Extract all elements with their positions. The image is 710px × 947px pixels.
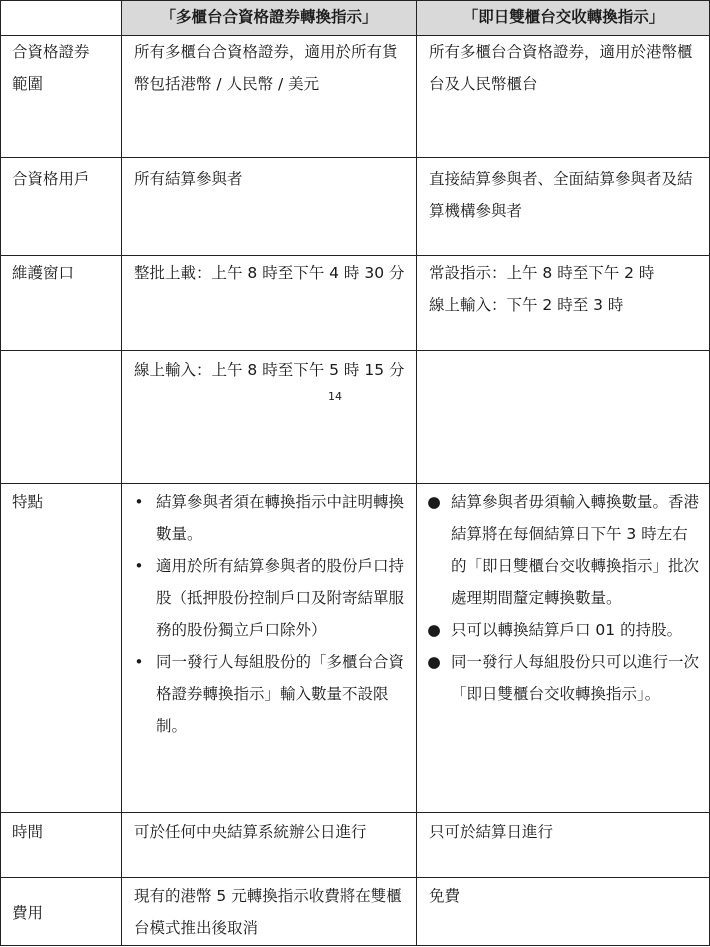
rule [0, 157, 710, 158]
feature-bullet-item [122, 486, 406, 550]
rule [0, 255, 710, 256]
window-col2-line1: 常設指示：上午 8 時至下午 2 時 [429, 264, 655, 282]
rule [0, 350, 710, 351]
feature-bullet-item [417, 486, 702, 614]
features-col1 [122, 486, 416, 742]
row-label-scope: 合資格證券範圍 [12, 43, 90, 93]
bullet-icon: • [134, 557, 144, 575]
users-col1: 所有結算參與者 [134, 170, 243, 188]
row-label-window: 維護窗口 [12, 264, 75, 282]
features-col2 [417, 486, 710, 710]
time-col1: 可於任何中央結算系統辦公日進行 [134, 823, 367, 841]
row-label-users: 合資格用戶 [12, 170, 90, 188]
row-label-features: 特點 [12, 493, 44, 511]
rule [121, 0, 122, 946]
online-col1: 線上輸入：上午 8 時至下午 5 時 15 分 [134, 361, 405, 379]
bullet-icon: ● [427, 493, 441, 511]
time-col2: 只可於結算日進行 [429, 823, 554, 841]
window-col1: 整批上載：上午 8 時至下午 4 時 30 分 [134, 264, 405, 282]
rule [0, 0, 1, 946]
row-label-fee: 費用 [12, 904, 44, 922]
row-label-time: 時間 [12, 823, 44, 841]
fee-col1: 現有的港幣 5 元轉換指示收費將在雙櫃台模式推出後取消 [134, 887, 402, 937]
footnote-marker: 14 [328, 390, 342, 403]
fee-col2: 免費 [429, 887, 461, 905]
rule [416, 0, 417, 946]
feature-bullet-item [417, 646, 702, 710]
window-col2-line2: 線上輸入：下午 2 時至 3 時 [429, 296, 624, 314]
header-col1: 「多櫃台合資格證券轉換指示」 [122, 0, 416, 35]
rule [0, 0, 710, 1]
bullet-icon: • [134, 653, 144, 671]
bullet-icon: ● [427, 621, 441, 639]
feature-text: 適用於所有結算參與者的股份戶口持股（抵押股份控制戶口及附寄結單服務的股份獨立戶口除外） [156, 557, 405, 639]
rule [0, 812, 710, 813]
features-col1-list [122, 486, 406, 742]
users-col2: 直接結算參與者、全面結算參與者及結算機構參與者 [429, 170, 693, 220]
rule [0, 483, 710, 484]
scope-col1: 所有多櫃台合資格證券，適用於所有貨幣包括港幣 / 人民幣 / 美元 [134, 43, 398, 93]
feature-bullet-item [417, 614, 702, 646]
scope-col2: 所有多櫃台合資格證券，適用於港幣櫃台及人民幣櫃台 [429, 43, 693, 93]
features-col2-list [417, 486, 702, 710]
feature-text: 結算參與者毋須輸入轉換數量。香港結算將在每個結算日下午 3 時左右的「即日雙櫃台交收轉換指示」批次處理期間釐定轉換數量。 [451, 493, 700, 607]
feature-bullet-item [122, 550, 406, 646]
feature-bullet-item [122, 646, 406, 742]
rule [0, 877, 710, 878]
rule [0, 945, 710, 946]
feature-text: 只可以轉換結算戶口 01 的持股。 [451, 621, 683, 639]
feature-text: 結算參與者須在轉換指示中註明轉換數量。 [156, 493, 405, 543]
feature-text: 同一發行人每組股份只可以進行一次「即日雙櫃台交收轉換指示」。 [451, 653, 700, 703]
bullet-icon: ● [427, 653, 441, 671]
bullet-icon: • [134, 493, 144, 511]
header-col2: 「即日雙櫃台交收轉換指示」 [417, 0, 710, 35]
feature-text: 同一發行人每組股份的「多櫃台合資格證券轉換指示」輸入數量不設限制。 [156, 653, 405, 735]
